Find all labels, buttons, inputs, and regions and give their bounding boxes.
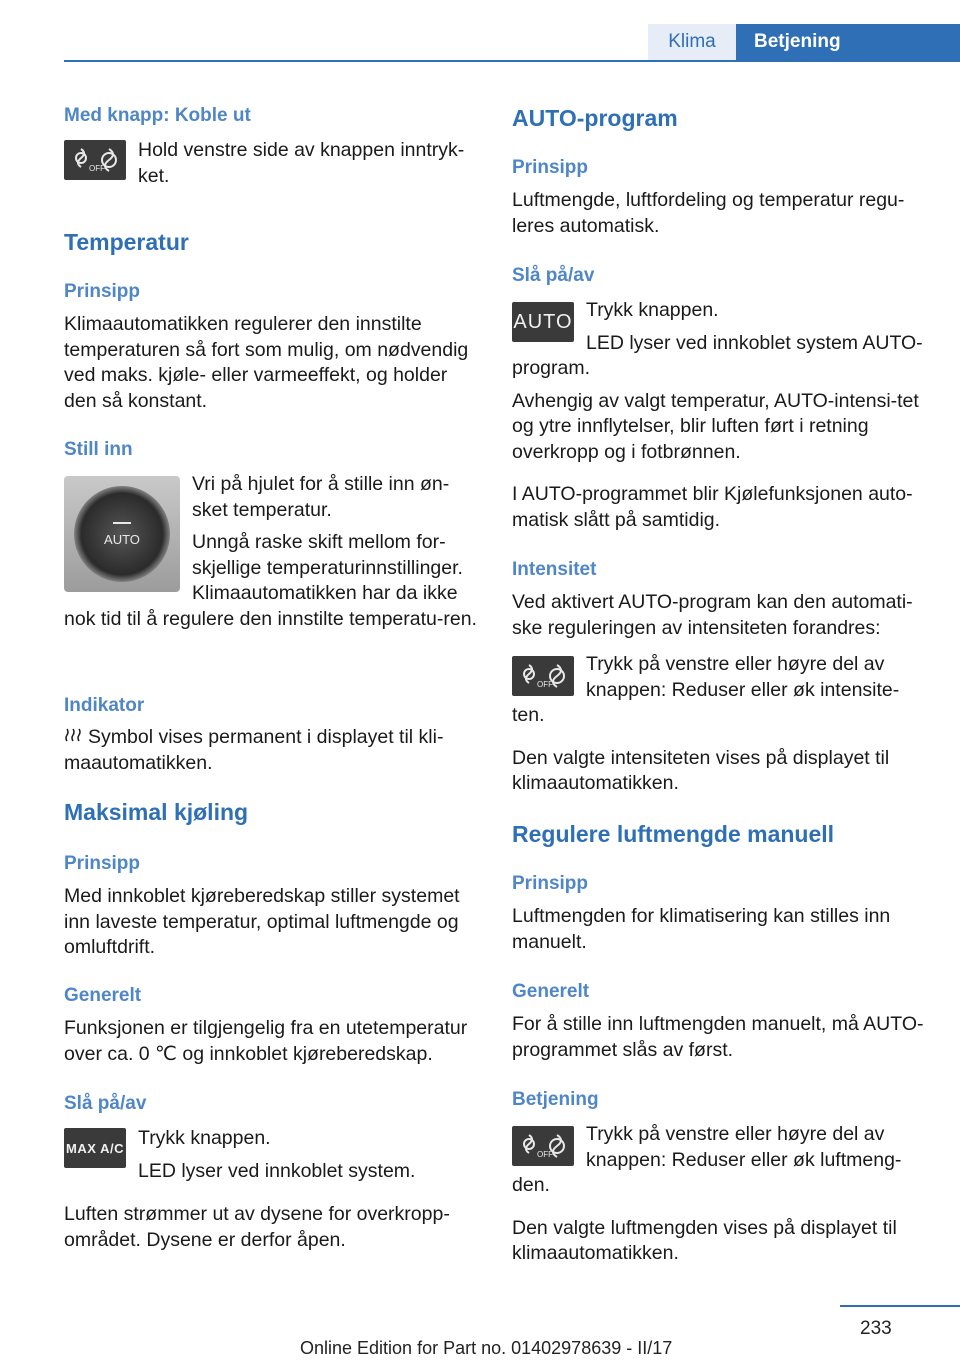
svg-text:OFF: OFF (537, 1150, 553, 1159)
indikator-line (64, 725, 482, 776)
stillinn-section (64, 438, 482, 462)
fan-off-button-icon (64, 140, 126, 180)
temperatur-title: Temperatur (64, 229, 189, 255)
maks-slapa-heading: Slå på/av (64, 1093, 147, 1114)
stillinn-heading: Still inn (64, 439, 133, 460)
auto-slapa-section (512, 264, 930, 288)
iauto-text: I AUTO-programmet blir Kjølefunksjonen auto-matisk slått på samtidig. (512, 483, 913, 531)
temp-prinsipp-heading: Prinsipp (64, 281, 141, 302)
intensitet-section (512, 558, 930, 641)
luften-text: Luften strømmer ut av dysene for overkropp-området. Dysene er derfor åpen. (64, 1203, 450, 1251)
footer-edition: Online Edition for Part no. 01402978639 - II/17 (300, 1338, 673, 1358)
kobleut-heading: Med knapp: Koble ut (64, 105, 251, 126)
betjening-section (512, 1088, 930, 1112)
knob-auto-label: AUTO (104, 531, 140, 547)
intensitet-row (512, 652, 930, 797)
stillinn-row (64, 472, 482, 632)
reg-generelt-text: For å stille inn luftmengden manuelt, må AUTO-programmet slås av først. (512, 1013, 924, 1061)
regulere-section (512, 820, 930, 848)
reg-prinsipp-section (512, 872, 930, 955)
maks-slapa-row (64, 1126, 482, 1184)
betjening-row (512, 1122, 930, 1267)
reg-prinsipp-heading: Prinsipp (512, 873, 589, 894)
indikator-section (64, 694, 482, 718)
header-rule (64, 60, 960, 62)
intensitet-btn-text: Trykk på venstre eller høyre del av knappen: Reduser eller øk intensite-ten. (512, 653, 900, 726)
svg-text:OFF: OFF (89, 164, 105, 173)
max-ac-button-icon (64, 1128, 126, 1168)
tab-klima[interactable]: Klima (648, 24, 736, 60)
heat-wave-icon (64, 725, 84, 751)
max-ac-label: MAX A/C (66, 1140, 124, 1156)
fan-airflow-button-icon (512, 1126, 574, 1166)
maks-prinsipp-text: Med innkoblet kjøreberedskap stiller systemet inn laveste temperatur, optimal luftmengde og omluftdrift. (64, 885, 460, 958)
stillinn-text1: Vri på hjulet for å stille inn øn-sket temperatur. (192, 473, 450, 521)
maks-slapa-text1: Trykk knappen. (138, 1127, 271, 1149)
maks-section (64, 798, 482, 826)
intensitet-heading: Intensitet (512, 559, 597, 580)
regulere-title: Regulere luftmengde manuell (512, 821, 835, 847)
valgte-int-text: Den valgte intensiteten vises på displayet til klimaautomatikken. (512, 746, 890, 794)
maks-prinsipp-heading: Prinsipp (64, 853, 141, 874)
kobleut-row (64, 138, 482, 189)
maks-slapa-section (64, 1092, 482, 1116)
reg-prinsipp-text: Luftmengden for klimatisering kan stilles inn manuelt. (512, 905, 891, 953)
maks-title: Maksimal kjøling (64, 799, 249, 825)
intensitet-text: Ved aktivert AUTO-program kan den automati-ske reguleringen av intensiteten forandres: (512, 591, 913, 639)
auto-prinsipp-heading: Prinsipp (512, 157, 589, 178)
auto-button-label: AUTO (513, 310, 573, 333)
fan-intensity-button-icon (512, 656, 574, 696)
auto-prinsipp-text: Luftmengde, luftfordeling og temperatur regu-leres automatisk. (512, 189, 905, 237)
auto-title: AUTO-program (512, 105, 678, 131)
auto-section (512, 104, 930, 132)
page-number: 233 (860, 1318, 892, 1339)
luften-section (64, 1202, 482, 1253)
svg-text:OFF: OFF (537, 680, 553, 689)
betjening-heading: Betjening (512, 1089, 599, 1110)
indikator-text: Symbol vises permanent i displayet til kli-maautomatikken. (64, 726, 444, 774)
betjening-text: Trykk på venstre eller høyre del av knappen: Reduser eller øk luftmeng-den. (512, 1123, 902, 1196)
generelt-text: Funksjonen er tilgjengelig fra en utetemperatur over ca. 0 ℃ og innkoblet kjøreberedskap. (64, 1017, 468, 1065)
generelt-section (64, 984, 482, 1067)
auto-slapa-text2: LED lyser ved innkoblet system AUTO-program. (512, 331, 923, 379)
temp-prinsipp-section (64, 280, 482, 414)
footer-rule (840, 1305, 960, 1307)
maks-prinsipp-section (64, 852, 482, 961)
kobleut-text: Hold venstre side av knappen inntryk-ket. (138, 139, 465, 187)
auto-button-icon (512, 302, 574, 342)
temperature-knob-icon (64, 476, 180, 592)
auto-slapa-text1: Trykk knappen. (586, 299, 719, 321)
indikator-heading: Indikator (64, 695, 145, 716)
tab-betjening[interactable]: Betjening (736, 24, 960, 60)
valgte-luft-text: Den valgte luftmengden vises på displayet til klimaautomatikken. (512, 1216, 897, 1264)
auto-prinsipp-section (512, 156, 930, 239)
reg-generelt-heading: Generelt (512, 981, 590, 1002)
temp-prinsipp-text: Klimaautomatikken regulerer den innstilte temperaturen så fort som mulig, om nødvendig ved maks. kjøle- eller varmeeffekt, og holder den så konstant. (64, 313, 469, 412)
temperatur-section (64, 228, 482, 256)
kobleut-section (64, 104, 482, 128)
auto-slapa-heading: Slå på/av (512, 265, 595, 286)
auto-slapa-row (512, 298, 930, 533)
reg-generelt-section (512, 980, 930, 1063)
indikator-row (64, 725, 482, 776)
avhengig-text: Avhengig av valgt temperatur, AUTO-intensi-tet og ytre innflytelser, blir luften ført i retning overkropp og i fotbrønnen. (512, 389, 919, 463)
maks-slapa-text2: LED lyser ved innkoblet system. (138, 1159, 416, 1182)
stillinn-text2: Unngå raske skift mellom for-skjellige temperaturinnstillinger. Klimaautomatikken har da ikke nok tid til å regulere den innstilte temperatu-ren. (64, 531, 477, 630)
generelt-heading: Generelt (64, 985, 142, 1006)
